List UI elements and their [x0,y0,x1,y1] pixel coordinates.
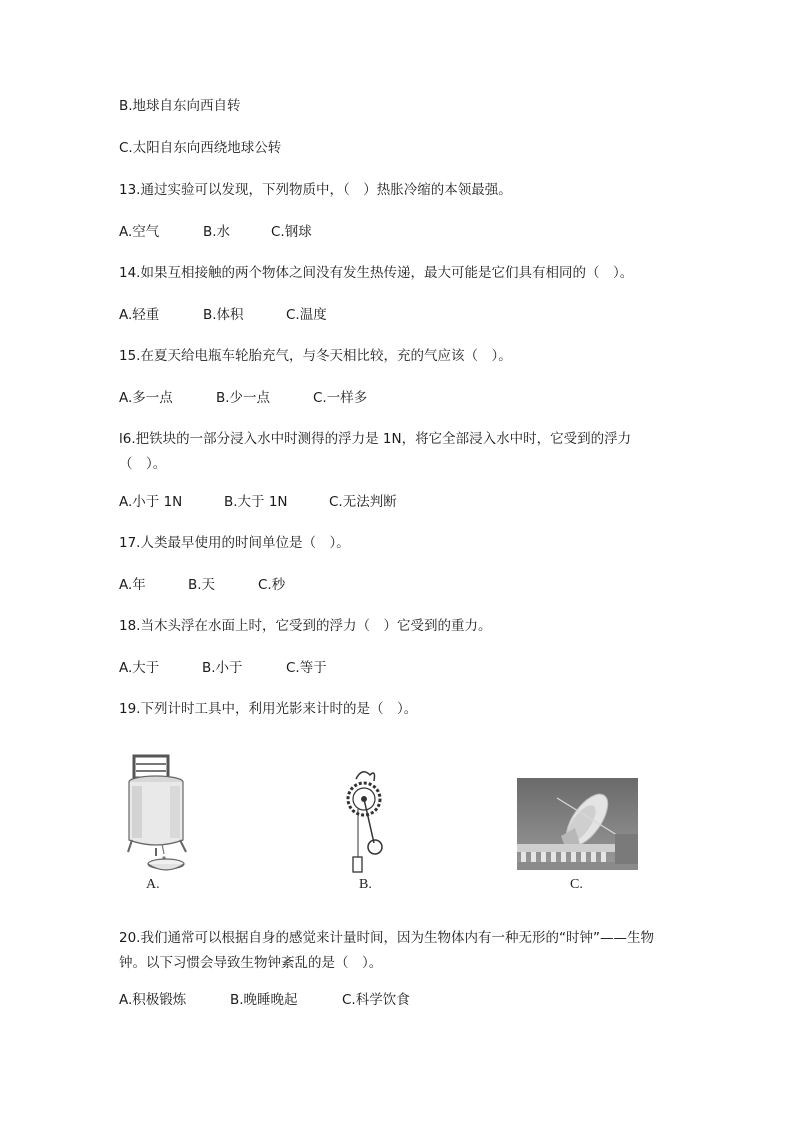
q16-option-c: C.无法判断 [329,494,397,510]
question-17-stem: 17.人类最早使用的时间单位是（ ）。 [119,535,350,551]
q15-option-c: C.一样多 [313,390,368,406]
option-line-c: C.太阳自东向西绕地球公转 [119,140,282,156]
q20-option-b: B.晚睡晚起 [230,992,298,1008]
option-line-b: B.地球自东向西自转 [119,98,241,114]
question-19-stem: 19.下列计时工具中，利用光影来计时的是（ ）。 [119,701,418,717]
figure-caption-a: A. [146,877,160,892]
q16-option-b: B.大于 1N [224,494,288,510]
q15-option-a: A.多一点 [119,390,173,406]
q14-option-a: A.轻重 [119,307,160,323]
q20-option-c: C.科学饮食 [342,992,410,1008]
q15-option-b: B.少一点 [216,390,271,406]
question-15-stem: 15.在夏天给电瓶车轮胎充气，与冬天相比较，充的气应该（ ）。 [119,348,512,364]
figure-caption-b: B. [359,877,372,892]
q13-option-b: B.水 [203,224,231,240]
q17-option-b: B.天 [188,577,216,593]
q17-option-c: C.秒 [258,577,286,593]
q17-option-a: A.年 [119,577,146,593]
q18-option-b: B.小于 [202,660,243,676]
q16-option-a: A.小于 1N [119,494,183,510]
figure-caption-c: C. [570,877,583,892]
q13-option-a: A.空气 [119,224,160,240]
q13-option-c: C.钢球 [271,224,312,240]
q18-option-a: A.大于 [119,660,160,676]
sundial-photo-icon [517,778,638,870]
question-13-stem: 13.通过实验可以发现，下列物质中，（ ）热胀冷缩的本领最强。 [119,182,512,198]
question-14-stem: 14.如果互相接触的两个物体之间没有发生热传递，最大可能是它们具有相同的（ ）。 [119,265,634,281]
q20-option-a: A.积极锻炼 [119,992,187,1008]
pendulum-clock-icon [340,765,390,875]
q18-option-c: C.等于 [286,660,327,676]
question-16-stem: l6.把铁块的一部分浸入水中时测得的浮力是 1N，将它全部浸入水中时，它受到的浮力（ ）。 [119,431,632,472]
q14-option-c: C.温度 [286,307,327,323]
question-20-stem: 20.我们通常可以根据自身的感觉来计量时间，因为生物体内有一种无形的“时钟”——生物钟。以下习惯会导致生物钟紊乱的是（ ）。 [119,930,654,971]
q14-option-b: B.体积 [203,307,244,323]
question-18-stem: 18.当木头浮在水面上时，它受到的浮力（ ）它受到的重力。 [119,618,492,634]
water-clock-icon [122,752,202,874]
